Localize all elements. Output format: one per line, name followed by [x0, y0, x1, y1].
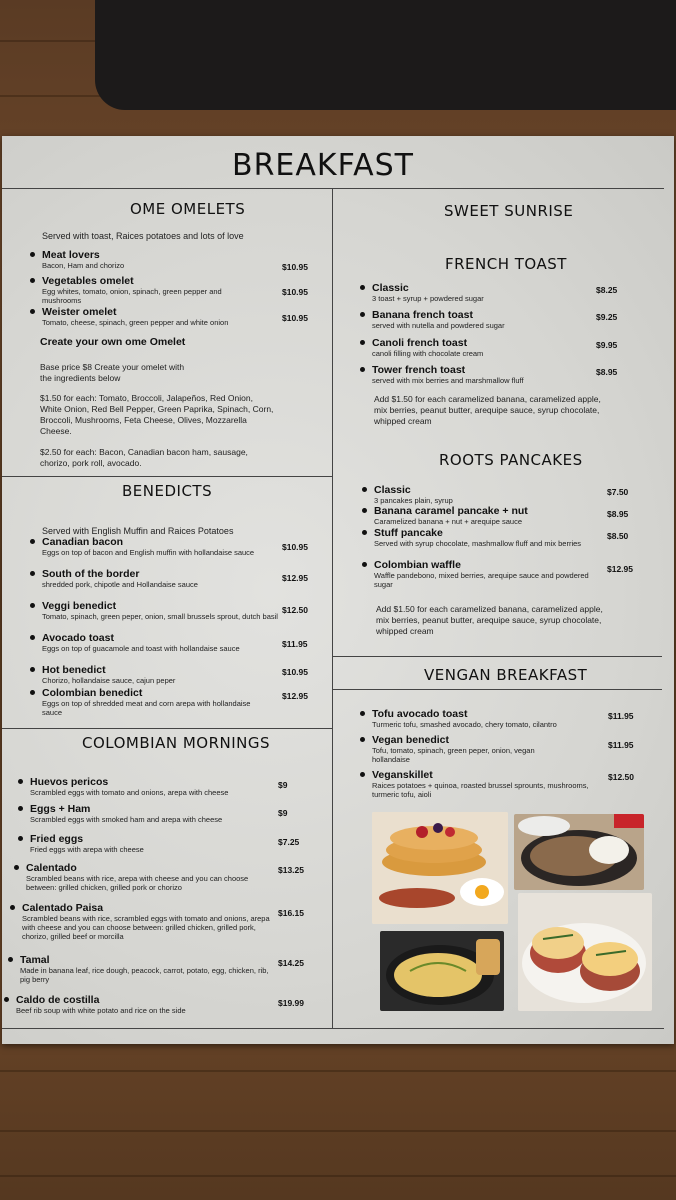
price: $11.95 [608, 711, 634, 721]
black-cloth [95, 0, 676, 110]
price: $9.25 [596, 312, 618, 322]
price: $8.50 [607, 531, 629, 541]
price: $16.15 [278, 908, 304, 918]
menu-item: Calentado Scrambled beans with rice, arepa with cheese and you can choose between: grilled chicken, grilled pork or chorizo [26, 862, 276, 892]
price: $10.95 [282, 313, 308, 323]
benedicts-intro: Served with English Muffin and Raices Potatoes [42, 526, 234, 536]
benedicts-heading: BENEDICTS [122, 482, 213, 500]
menu-item: Vegetables omelet Egg whites, tomato, onion, spinach, green pepper and mushrooms [42, 275, 262, 305]
add-150-text: $1.50 for each: Tomato, Broccoli, Jalapeños, Red Onion, White Onion, Red Bell Pepper, Green Paprika, Spinach, Corn, Broccoli, Mushrooms, Feta Cheese, Olives, Mozzarella Cheese. [40, 393, 274, 436]
price: $11.95 [608, 740, 634, 750]
price: $19.99 [278, 998, 304, 1008]
menu-item: Weister omelet Tomato, cheese, spinach, green pepper and white onion [42, 306, 262, 327]
price: $10.95 [282, 542, 308, 552]
price: $12.95 [282, 691, 308, 701]
price: $13.25 [278, 865, 304, 875]
price: $12.50 [608, 772, 634, 782]
menu-item: Veganskillet Raices potatoes + quinoa, roasted brussel sprounts, mushrooms, turmeric tofu, aioli [372, 769, 607, 799]
menu-item: Banana french toast served with nutella and powdered sugar [372, 309, 587, 330]
price: $10.95 [282, 667, 308, 677]
price: $9.95 [596, 340, 618, 350]
price: $14.25 [278, 958, 304, 968]
price: $8.25 [596, 285, 618, 295]
price: $10.95 [282, 287, 308, 297]
price: $12.95 [607, 564, 633, 574]
colombian-heading: COLOMBIAN MORNINGS [82, 734, 270, 752]
menu-item: South of the border shredded pork, chipotle and Hollandaise sauce [42, 568, 267, 589]
menu-item: Tofu avocado toast Turmeric tofu, smashed avocado, chery tomato, cilantro [372, 708, 602, 729]
omelet-photo [380, 931, 504, 1011]
menu-item: Veggi benedict Tomato, spinach, green peper, onion, small brussels sprout, dutch basil [42, 600, 282, 621]
price: $10.95 [282, 262, 308, 272]
menu-item: Canoli french toast canoli filling with chocolate cream [372, 337, 587, 358]
menu-item: Stuff pancake Served with syrup chocolate, mashmallow fluff and mix berries [374, 527, 599, 548]
menu-item: Calentado Paisa Scrambled beans with rice, scrambled eggs with tomato and onions, arepa with cheese and you can choose between: grilled chicken, grilled pork, chorizo, grilled beef or morcilla [22, 902, 277, 941]
pancake-add-text: Add $1.50 for each caramelized banana, caramelized apple, mix berries, peanut butter, arequipe sauce, syrup chocolate, whipped cream [376, 604, 603, 636]
menu-item: Huevos pericos Scrambled eggs with tomato and onions, arepa with cheese [30, 776, 275, 797]
menu-item: Colombian waffle Waffle pandebono, mixed berries, arequipe sauce and powdered sugar [374, 559, 599, 589]
menu-item: Tamal Made in banana leaf, rice dough, peacock, carrot, potato, egg, chicken, rib, pig berry [20, 954, 275, 984]
menu-item: Avocado toast Eggs on top of guacamole and toast with hollandaise sauce [42, 632, 267, 653]
menu-item: Canadian bacon Eggs on top of bacon and English muffin with hollandaise sauce [42, 536, 267, 557]
omelets-intro: Served with toast, Raices potatoes and lots of love [42, 231, 244, 241]
price: $11.95 [282, 639, 308, 649]
breakfast-menu [2, 136, 674, 1044]
price: $7.25 [278, 837, 300, 847]
menu-title: BREAKFAST [232, 148, 414, 183]
benedict-photo [518, 893, 652, 1011]
menu-item: Banana caramel pancake + nut Caramelized banana + nut + arequipe sauce [374, 505, 599, 526]
pancakes-heading: ROOTS PANCAKES [439, 451, 583, 469]
price: $8.95 [607, 509, 629, 519]
omelets-heading: OME OMELETS [130, 200, 246, 218]
price: $9 [278, 808, 288, 818]
menu-item: Meat lovers Bacon, Ham and chorizo [42, 249, 262, 270]
menu-item: Hot benedict Chorizo, hollandaise sauce, cajun peper [42, 664, 267, 685]
menu-item: Vegan benedict Tofu, tomato, spinach, green peper, onion, vegan hollandaise [372, 734, 547, 764]
price: $8.95 [596, 367, 618, 377]
price: $9 [278, 780, 288, 790]
price: $7.50 [607, 487, 629, 497]
french-heading: FRENCH TOAST [445, 255, 567, 273]
vegan-heading: VENGAN BREAKFAST [424, 666, 588, 684]
french-add-text: Add $1.50 for each caramelized banana, caramelized apple, mix berries, peanut butter, arequipe sauce, syrup chocolate, whipped cream [374, 394, 601, 426]
menu-item: Tower french toast served with mix berries and marshmallow fluff [372, 364, 587, 385]
menu-item: Caldo de costilla Beef rib soup with white potato and rice on the side [16, 994, 276, 1015]
add-250-text: $2.50 for each: Bacon, Canadian bacon ham, sausage, chorizo, pork roll, avocado. [40, 447, 248, 468]
pancakes-photo [372, 812, 508, 924]
price: $12.50 [282, 605, 308, 615]
skillet-photo [514, 814, 644, 890]
sweet-heading: SWEET SUNRISE [444, 202, 574, 220]
create-heading: Create your own ome Omelet [40, 336, 186, 348]
menu-item: Classic 3 toast + syrup + powdered sugar [372, 282, 587, 303]
menu-item: Classic 3 pancakes plain, syrup [374, 484, 599, 505]
menu-item: Colombian benedict Eggs on top of shredded meat and corn arepa with hollandaise sauce [42, 687, 267, 717]
menu-item: Eggs + Ham Scrambled eggs with smoked ham and arepa with cheese [30, 803, 275, 824]
price: $12.95 [282, 573, 308, 583]
create-text: Base price $8 Create your omelet with the ingredients below [40, 362, 185, 383]
menu-item: Fried eggs Fried eggs with arepa with cheese [30, 833, 275, 854]
